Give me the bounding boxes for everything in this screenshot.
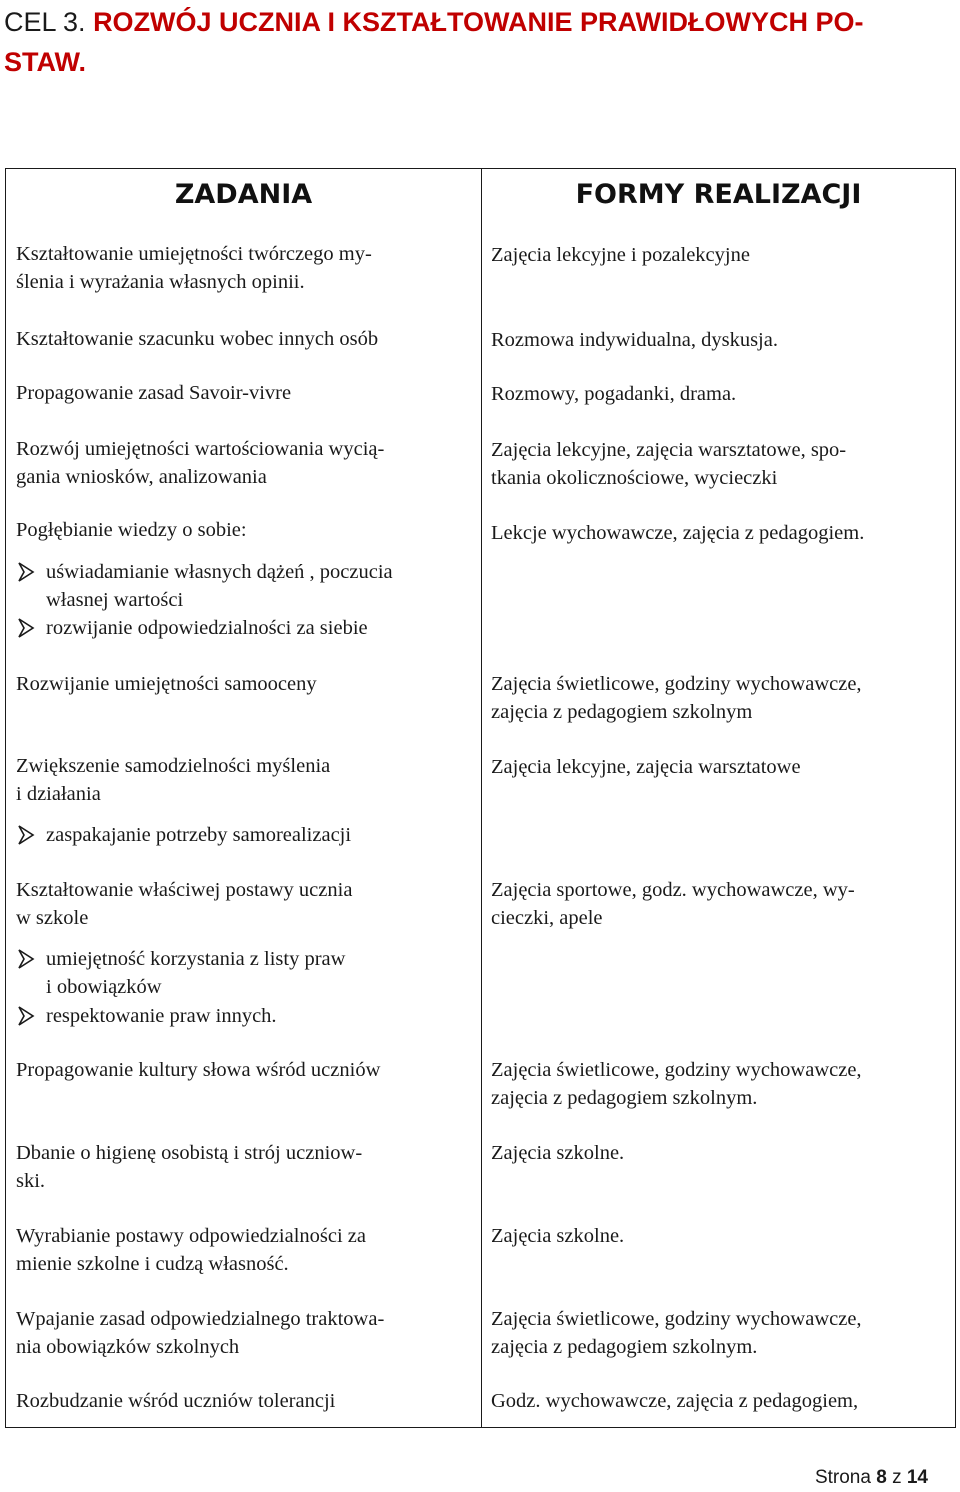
form-item	[491, 670, 953, 726]
arrow-bullet-icon	[16, 558, 38, 586]
bullet-text: uświadamianie własnych dążeń , poczucia	[46, 561, 393, 583]
arrow-bullet-icon	[16, 821, 38, 849]
form-item: Zajęcia szkolne.	[491, 1225, 625, 1247]
task-item	[16, 876, 471, 932]
task-item	[16, 435, 471, 491]
task-item	[16, 1222, 471, 1278]
task-text: Kształtowanie umiejętności twórczego my-	[16, 243, 372, 265]
task-item	[16, 752, 471, 808]
task-text: gania wniosków, analizowania	[16, 466, 267, 488]
arrow-bullet-icon	[16, 1002, 38, 1030]
task-item: Propagowanie zasad Savoir-vivre	[16, 382, 292, 404]
task-text: w szkole	[16, 907, 89, 929]
task-item	[16, 1139, 471, 1195]
section-heading	[4, 2, 944, 82]
task-text: Kształtowanie właściwej postawy ucznia	[16, 879, 353, 901]
form-item	[491, 436, 953, 492]
form-item	[491, 1305, 953, 1361]
heading-line-1	[4, 2, 944, 42]
task-text: Dbanie o higienę osobistą i strój uczniow-	[16, 1142, 363, 1164]
form-text: Zajęcia sportowe, godz. wychowawcze, wy-	[491, 879, 855, 901]
form-text: cieczki, apele	[491, 907, 603, 929]
heading-prefix: CEL 3.	[4, 7, 86, 37]
form-text: Zajęcia świetlicowe, godziny wychowawcze,	[491, 1308, 862, 1330]
task-text: ski.	[16, 1170, 46, 1192]
heading-title-1: ROZWÓJ UCZNIA I KSZTAŁTOWANIE PRAWIDŁOWYCH PO-	[93, 7, 864, 37]
column-divider	[481, 169, 482, 1427]
task-item: Pogłębianie wiedzy o sobie:	[16, 519, 247, 541]
bullet-text: i obowiązków	[46, 976, 162, 998]
form-text: zajęcia z pedagogiem szkolnym.	[491, 1336, 758, 1358]
task-item	[16, 1305, 471, 1361]
task-item: Rozwijanie umiejętności samooceny	[16, 673, 317, 695]
form-item: Zajęcia lekcyjne i pozalekcyjne	[491, 244, 750, 266]
bullet-text: rozwijanie odpowiedzialności za siebie	[46, 617, 368, 639]
bullet-text: umiejętność korzystania z listy praw	[46, 948, 346, 970]
arrow-bullet-icon	[16, 945, 38, 973]
bullet-text: własnej wartości	[46, 589, 184, 611]
tasks-table	[5, 168, 956, 1428]
task-text: i działania	[16, 783, 101, 805]
form-text: Zajęcia świetlicowe, godziny wychowawcze,	[491, 673, 862, 695]
arrow-bullet-icon	[16, 614, 38, 642]
form-text: zajęcia z pedagogiem szkolnym.	[491, 1087, 758, 1109]
task-item: Kształtowanie szacunku wobec innych osób	[16, 328, 379, 350]
form-text: tkania okolicznościowe, wycieczki	[491, 467, 778, 489]
form-text: Zajęcia świetlicowe, godziny wychowawcze,	[491, 1059, 862, 1081]
form-text: Zajęcia lekcyjne, zajęcia warsztatowe, spo-	[491, 439, 847, 461]
form-item: Zajęcia lekcyjne, zajęcia warsztatowe	[491, 756, 801, 778]
form-item: Godz. wychowawcze, zajęcia z pedagogiem,	[491, 1390, 859, 1412]
form-text: zajęcia z pedagogiem szkolnym	[491, 701, 753, 723]
form-item: Rozmowa indywidualna, dyskusja.	[491, 329, 778, 351]
form-item	[491, 1056, 953, 1112]
page-total: 14	[906, 1467, 928, 1488]
task-item: Rozbudzanie wśród uczniów tolerancji	[16, 1390, 336, 1412]
page-separator: z	[892, 1467, 902, 1488]
form-item: Rozmowy, pogadanki, drama.	[491, 383, 737, 405]
task-text: nia obowiązków szkolnych	[16, 1336, 240, 1358]
task-item: Propagowanie kultury słowa wśród uczniów	[16, 1059, 381, 1081]
task-text: mienie szkolne i cudzą własność.	[16, 1253, 289, 1275]
form-item: Lekcje wychowawcze, zajęcia z pedagogiem.	[491, 522, 865, 544]
task-text: Zwiększenie samodzielności myślenia	[16, 755, 331, 777]
form-item: Zajęcia szkolne.	[491, 1142, 625, 1164]
bullet-text: zaspakajanie potrzeby samorealizacji	[46, 824, 352, 846]
page-current: 8	[876, 1467, 887, 1488]
page-label: Strona	[814, 1467, 871, 1488]
bullet-text: respektowanie praw innych.	[46, 1005, 277, 1027]
task-item	[16, 240, 471, 296]
header-forms: FORMY REALIZACJI	[575, 179, 862, 210]
heading-title-2: STAW.	[4, 47, 87, 77]
task-text: Wpajanie zasad odpowiedzialnego traktowa-	[16, 1308, 385, 1330]
form-item	[491, 876, 953, 932]
task-text: Rozwój umiejętności wartościowania wycią-	[16, 438, 385, 460]
header-tasks: ZADANIA	[174, 179, 313, 210]
task-text: ślenia i wyrażania własnych opinii.	[16, 271, 305, 293]
page-number	[815, 1466, 928, 1490]
task-text: Wyrabianie postawy odpowiedzialności za	[16, 1225, 366, 1247]
